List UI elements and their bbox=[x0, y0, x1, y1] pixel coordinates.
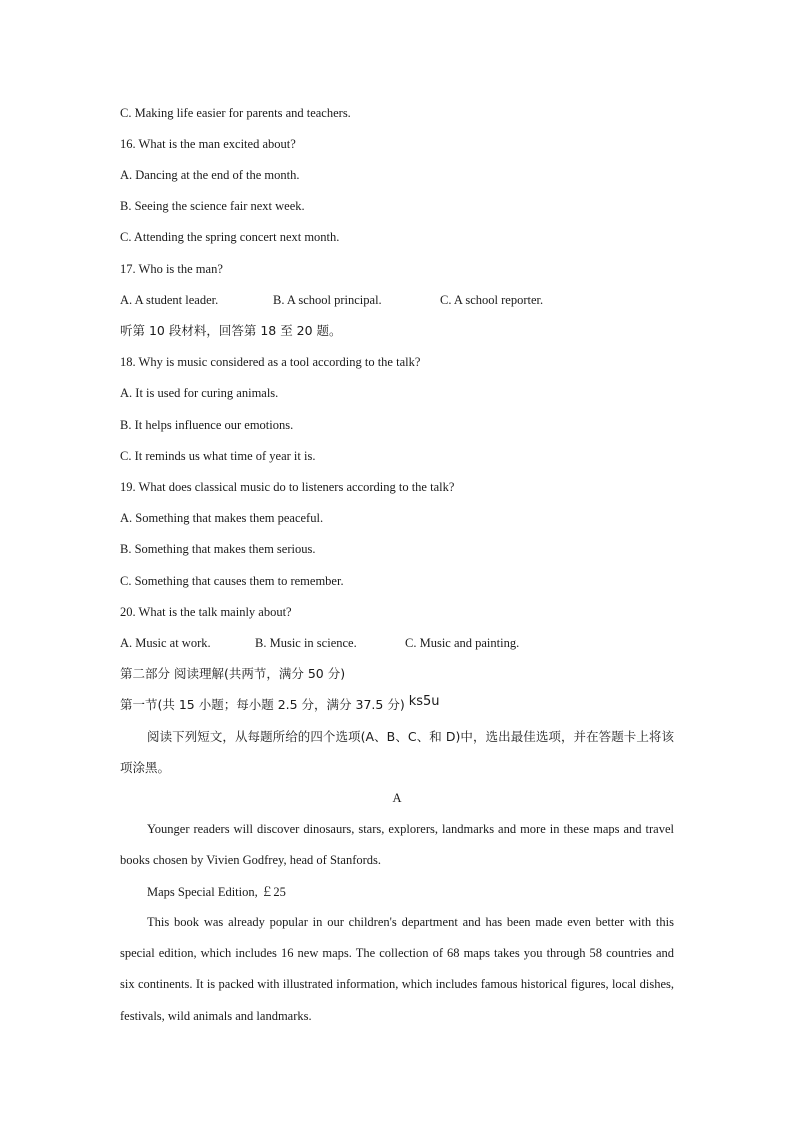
q17-option-c: C. A school reporter. bbox=[440, 293, 544, 307]
q18-option-a: A. It is used for curing animals. bbox=[120, 386, 279, 400]
passage-paragraph-1: Younger readers will discover dinosaurs, stars, explorers, landmarks and more in these maps and travel books chosen by Vivien Godfrey, head of Stanfords. bbox=[120, 822, 674, 868]
part-two-heading: 第二部分 阅读理解(共两节，满分 50 分) bbox=[120, 666, 346, 681]
q20-stem: 20. What is the talk mainly about? bbox=[120, 605, 292, 619]
q17-stem: 17. Who is the man? bbox=[120, 262, 223, 276]
passage-paragraph-2: This book was already popular in our children's department and has been made even better with this special edition, which includes 16 new maps. The collection of 68 maps takes you through 58 countries and six continents. It is packed with illustrated information, which includes famous historical figures, local dishes, festivals, wild animals and landmarks. bbox=[120, 915, 674, 1023]
q20-option-a: A. Music at work. bbox=[120, 636, 211, 650]
q20-option-b: B. Music in science. bbox=[255, 636, 357, 650]
q19-option-b: B. Something that makes them serious. bbox=[120, 542, 316, 556]
q17-option-a: A. A student leader. bbox=[120, 293, 219, 307]
q15-option-c: C. Making life easier for parents and teachers. bbox=[120, 106, 351, 120]
q16-stem: 16. What is the man excited about? bbox=[120, 137, 296, 151]
q19-stem: 19. What does classical music do to listeners according to the talk? bbox=[120, 480, 455, 494]
q18-stem: 18. Why is music considered as a tool according to the talk? bbox=[120, 355, 421, 369]
reading-instruction: 阅读下列短文，从每题所给的四个选项(A、B、C、和 D)中，选出最佳选项，并在答题卡上将该项涂黑。 bbox=[120, 729, 674, 776]
book-title-maps-special-edition: Maps Special Edition, ￡25 bbox=[147, 885, 286, 899]
section-10-heading: 听第 10 段材料，回答第 18 至 20 题。 bbox=[120, 323, 342, 338]
q18-option-b: B. It helps influence our emotions. bbox=[120, 418, 294, 432]
q16-option-a: A. Dancing at the end of the month. bbox=[120, 168, 300, 182]
q16-option-b: B. Seeing the science fair next week. bbox=[120, 199, 305, 213]
section-one-text: 第一节(共 15 小题；每小题 2.5 分，满分 37.5 分) bbox=[120, 697, 405, 712]
q19-option-c: C. Something that causes them to remember. bbox=[120, 574, 344, 588]
q18-option-c: C. It reminds us what time of year it is. bbox=[120, 449, 316, 463]
watermark-tag: ks5u bbox=[408, 694, 440, 709]
q20-option-c: C. Music and painting. bbox=[405, 636, 520, 650]
passage-label: A bbox=[392, 791, 402, 805]
q19-option-a: A. Something that makes them peaceful. bbox=[120, 511, 324, 525]
q16-option-c: C. Attending the spring concert next month. bbox=[120, 230, 340, 244]
section-one-heading bbox=[120, 694, 440, 714]
q17-option-b: B. A school principal. bbox=[273, 293, 382, 307]
